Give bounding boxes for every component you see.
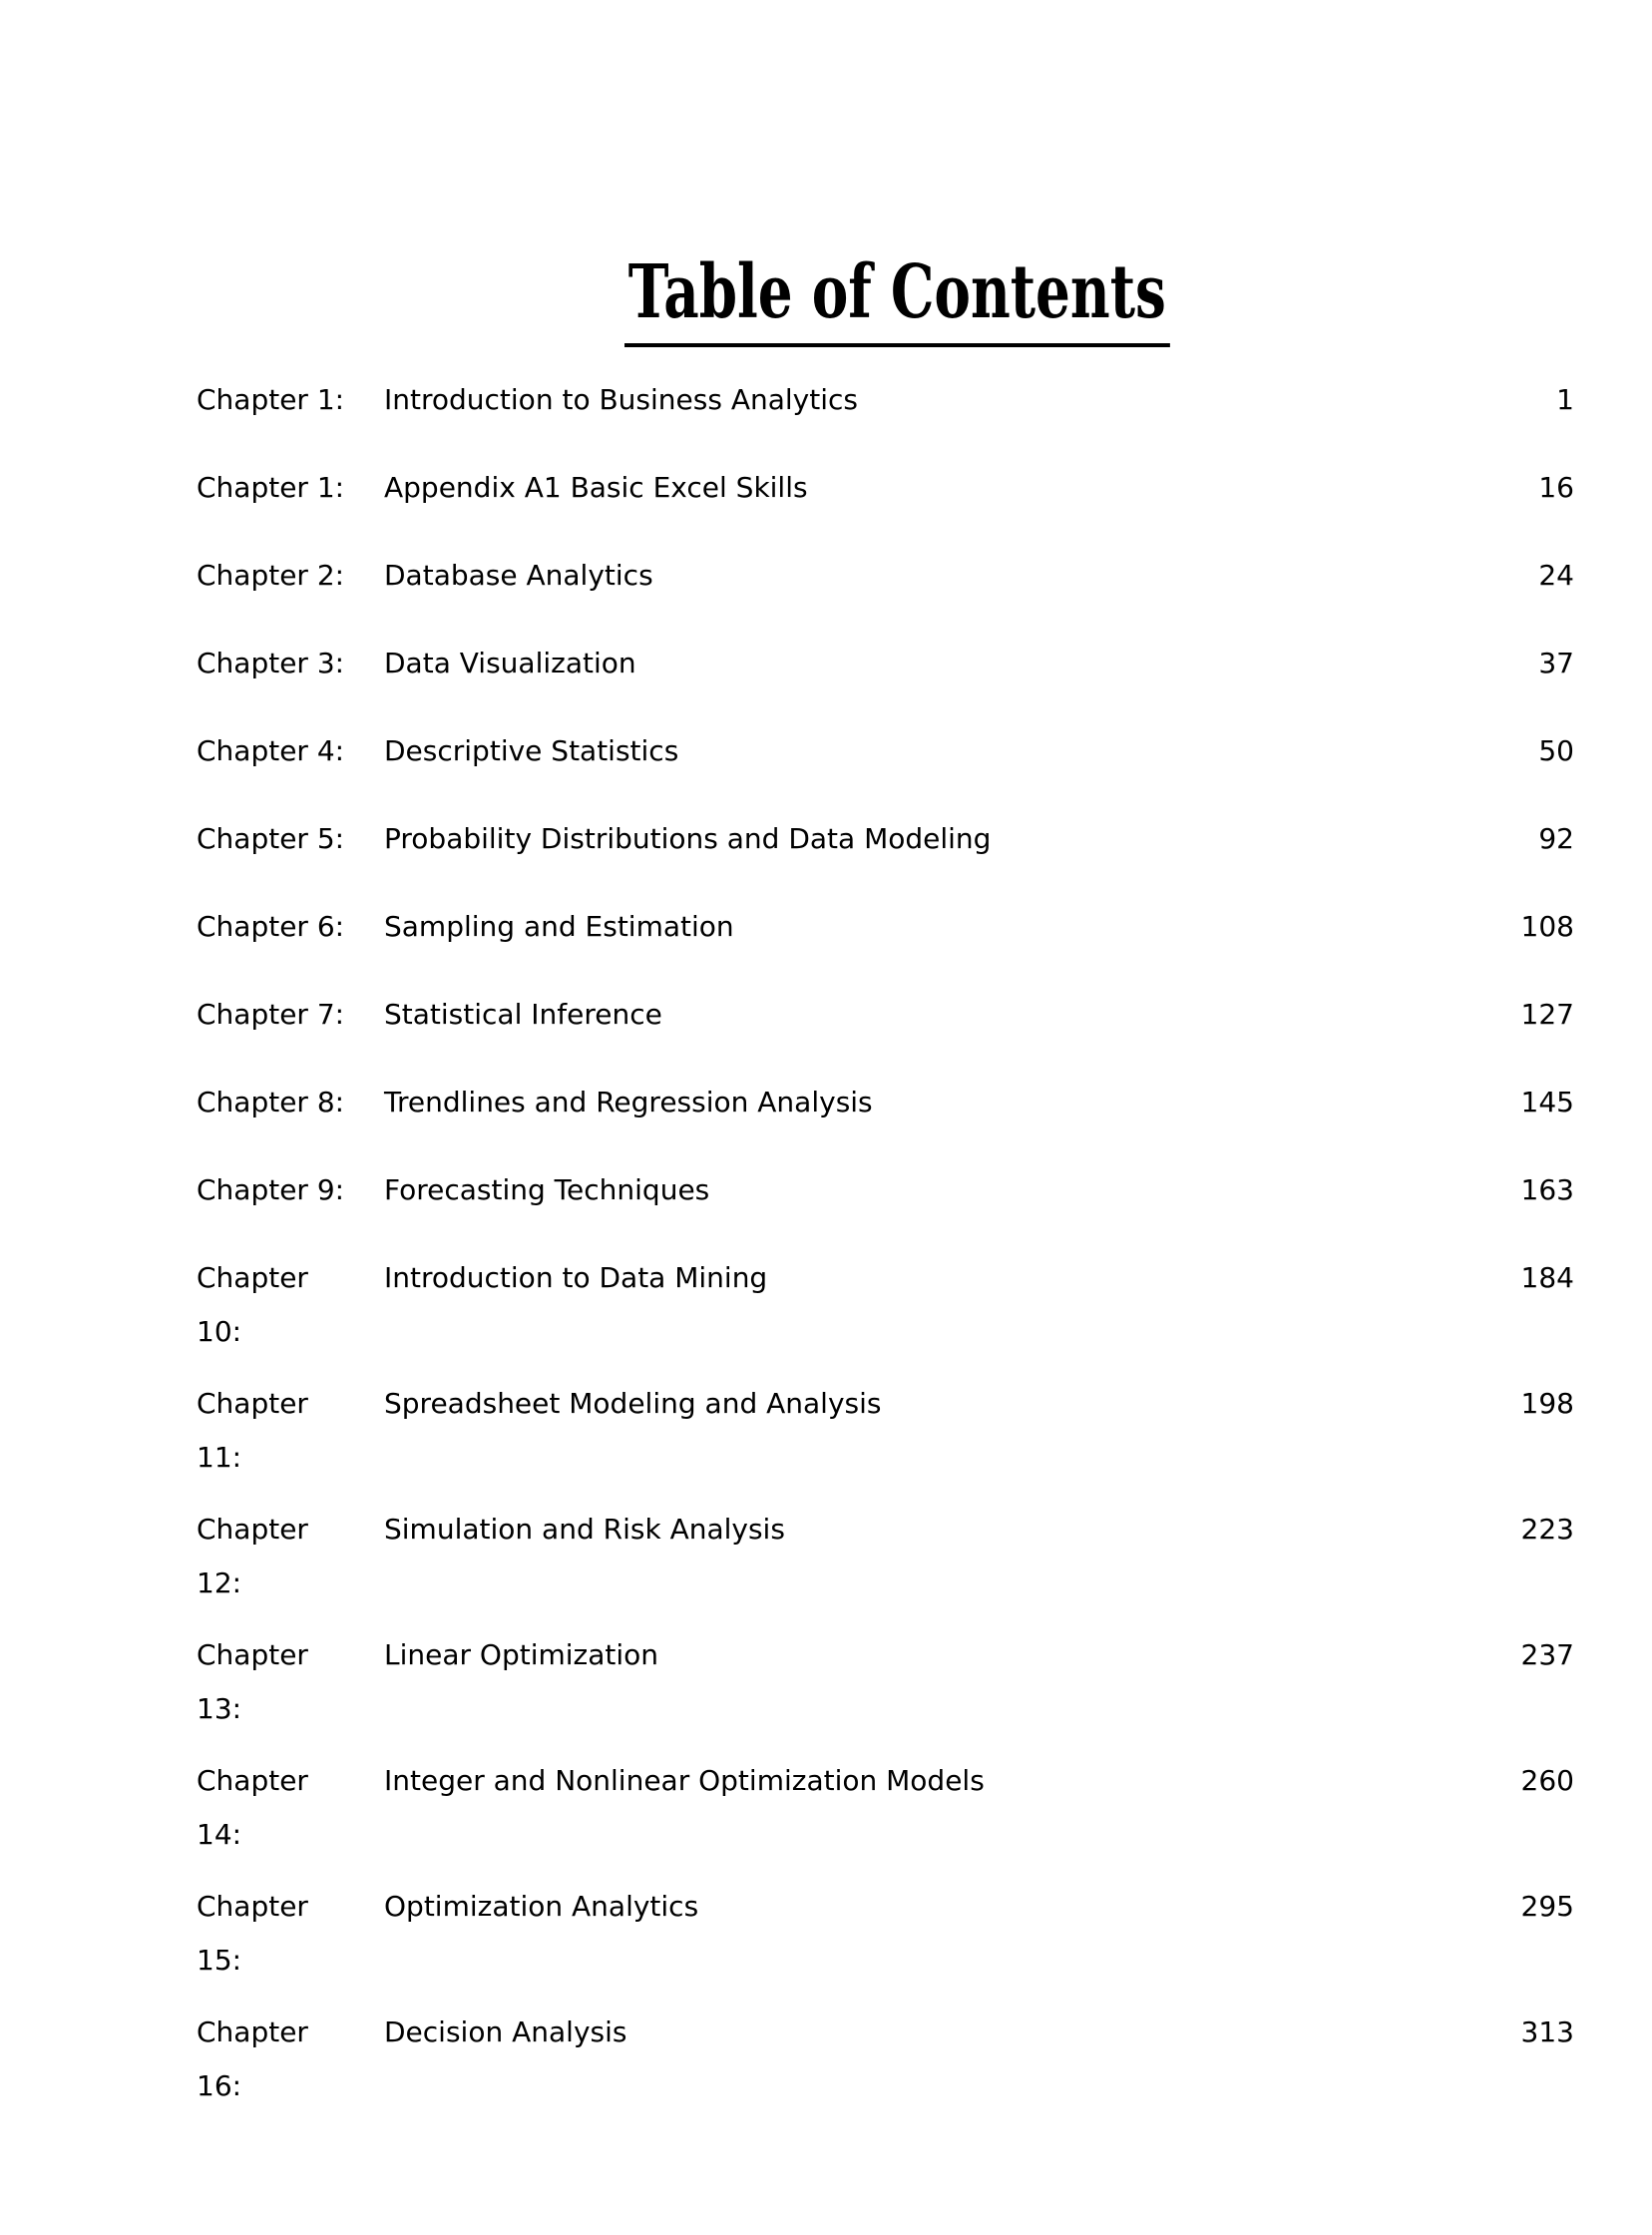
toc-entry-page-number: 50 bbox=[1538, 734, 1574, 767]
chapter-label-line: Chapter 9: bbox=[197, 1173, 345, 1206]
toc-entry-title: Database Analytics bbox=[384, 559, 653, 592]
toc-entry-page-number: 313 bbox=[1520, 2015, 1574, 2048]
chapter-label-line: 16: bbox=[197, 2069, 242, 2102]
toc-entry-chapter-label bbox=[197, 637, 384, 690]
toc-entry-chapter-label bbox=[197, 1880, 384, 1988]
toc-entry-title: Introduction to Business Analytics bbox=[384, 383, 858, 416]
toc-entry-title: Simulation and Risk Analysis bbox=[384, 1513, 785, 1546]
chapter-label-line: Chapter 1: bbox=[197, 471, 345, 504]
toc-entry-title: Statistical Inference bbox=[384, 998, 662, 1031]
toc-entry-chapter-label bbox=[197, 1377, 384, 1485]
toc-entry-title: Data Visualization bbox=[384, 647, 636, 679]
toc-entry bbox=[197, 461, 1574, 515]
chapter-label-line: 12: bbox=[197, 1566, 242, 1599]
toc-entry-page-number: 16 bbox=[1538, 471, 1574, 504]
toc-entry bbox=[197, 900, 1574, 954]
toc-entry-page-number: 198 bbox=[1520, 1387, 1574, 1420]
toc-entry-title: Probability Distributions and Data Modeling bbox=[384, 822, 992, 855]
toc-entry-page-number: 260 bbox=[1520, 1764, 1574, 1797]
toc-entry-page-number: 295 bbox=[1520, 1890, 1574, 1923]
toc-entry-chapter-label bbox=[197, 1076, 384, 1129]
chapter-label-line: Chapter bbox=[197, 1890, 308, 1923]
toc-entry-page-number: 237 bbox=[1520, 1638, 1574, 1671]
chapter-label-line: Chapter 6: bbox=[197, 910, 345, 943]
toc-entry-title: Spreadsheet Modeling and Analysis bbox=[384, 1387, 882, 1420]
page-title bbox=[197, 249, 1574, 347]
chapter-label-line: Chapter bbox=[197, 2015, 308, 2048]
toc-entry-title: Appendix A1 Basic Excel Skills bbox=[384, 471, 808, 504]
toc-entry bbox=[197, 988, 1574, 1042]
toc-entry-title: Trendlines and Regression Analysis bbox=[384, 1086, 873, 1118]
toc-entry bbox=[197, 549, 1574, 603]
toc-entry bbox=[197, 1163, 1574, 1217]
toc-entry bbox=[197, 1503, 1574, 1610]
table-of-contents bbox=[197, 373, 1574, 2113]
toc-entry-title: Sampling and Estimation bbox=[384, 910, 734, 943]
toc-entry-chapter-label bbox=[197, 461, 384, 515]
toc-entry-page-number: 92 bbox=[1538, 822, 1574, 855]
toc-entry-chapter-label bbox=[197, 1251, 384, 1359]
toc-entry-page-number: 145 bbox=[1520, 1086, 1574, 1118]
toc-entry-chapter-label bbox=[197, 988, 384, 1042]
toc-entry-chapter-label bbox=[197, 1628, 384, 1736]
chapter-label-line: Chapter 1: bbox=[197, 383, 345, 416]
chapter-label-line: 14: bbox=[197, 1818, 242, 1851]
toc-entry-page-number: 24 bbox=[1538, 559, 1574, 592]
toc-entry-page-number: 1 bbox=[1556, 383, 1574, 416]
toc-entry-chapter-label bbox=[197, 900, 384, 954]
toc-entry-title: Forecasting Techniques bbox=[384, 1173, 710, 1206]
chapter-label-line: Chapter bbox=[197, 1261, 308, 1294]
toc-entry bbox=[197, 1251, 1574, 1359]
chapter-label-line: Chapter 4: bbox=[197, 734, 345, 767]
toc-entry-title: Optimization Analytics bbox=[384, 1890, 699, 1923]
toc-entry-page-number: 223 bbox=[1520, 1513, 1574, 1546]
toc-entry bbox=[197, 812, 1574, 866]
chapter-label-line: Chapter bbox=[197, 1387, 308, 1420]
toc-entry-page-number: 184 bbox=[1520, 1261, 1574, 1294]
toc-entry bbox=[197, 1076, 1574, 1129]
toc-entry-chapter-label bbox=[197, 724, 384, 778]
toc-entry bbox=[197, 1754, 1574, 1862]
toc-entry-chapter-label bbox=[197, 1163, 384, 1217]
chapter-label-line: Chapter 7: bbox=[197, 998, 345, 1031]
toc-entry-chapter-label bbox=[197, 1503, 384, 1610]
toc-entry-title: Linear Optimization bbox=[384, 1638, 659, 1671]
toc-entry-page-number: 108 bbox=[1520, 910, 1574, 943]
toc-entry-chapter-label bbox=[197, 373, 384, 427]
document-content bbox=[0, 249, 1652, 2113]
toc-entry-title: Introduction to Data Mining bbox=[384, 1261, 768, 1294]
chapter-label-line: Chapter 2: bbox=[197, 559, 345, 592]
toc-entry-chapter-label bbox=[197, 549, 384, 603]
toc-entry bbox=[197, 1880, 1574, 1988]
toc-entry-chapter-label bbox=[197, 1754, 384, 1862]
toc-entry-page-number: 127 bbox=[1520, 998, 1574, 1031]
toc-entry bbox=[197, 2006, 1574, 2113]
chapter-label-line: 13: bbox=[197, 1692, 242, 1725]
chapter-label-line: 10: bbox=[197, 1315, 242, 1348]
toc-entry bbox=[197, 1377, 1574, 1485]
toc-entry bbox=[197, 373, 1574, 427]
toc-entry-chapter-label bbox=[197, 2006, 384, 2113]
toc-entry-page-number: 37 bbox=[1538, 647, 1574, 679]
chapter-label-line: Chapter bbox=[197, 1764, 308, 1797]
toc-entry-chapter-label bbox=[197, 812, 384, 866]
chapter-label-line: Chapter 8: bbox=[197, 1086, 345, 1118]
chapter-label-line: 15: bbox=[197, 1944, 242, 1977]
chapter-label-line: 11: bbox=[197, 1441, 242, 1474]
chapter-label-line: Chapter bbox=[197, 1638, 308, 1671]
page-title-text: Table of Contents bbox=[624, 249, 1170, 347]
toc-entry-page-number: 163 bbox=[1520, 1173, 1574, 1206]
chapter-label-line: Chapter 3: bbox=[197, 647, 345, 679]
toc-entry-title: Integer and Nonlinear Optimization Models bbox=[384, 1764, 985, 1797]
chapter-label-line: Chapter bbox=[197, 1513, 308, 1546]
chapter-label-line: Chapter 5: bbox=[197, 822, 345, 855]
toc-entry-title: Decision Analysis bbox=[384, 2015, 627, 2048]
toc-entry bbox=[197, 637, 1574, 690]
toc-entry bbox=[197, 724, 1574, 778]
toc-entry-title: Descriptive Statistics bbox=[384, 734, 679, 767]
toc-entry bbox=[197, 1628, 1574, 1736]
